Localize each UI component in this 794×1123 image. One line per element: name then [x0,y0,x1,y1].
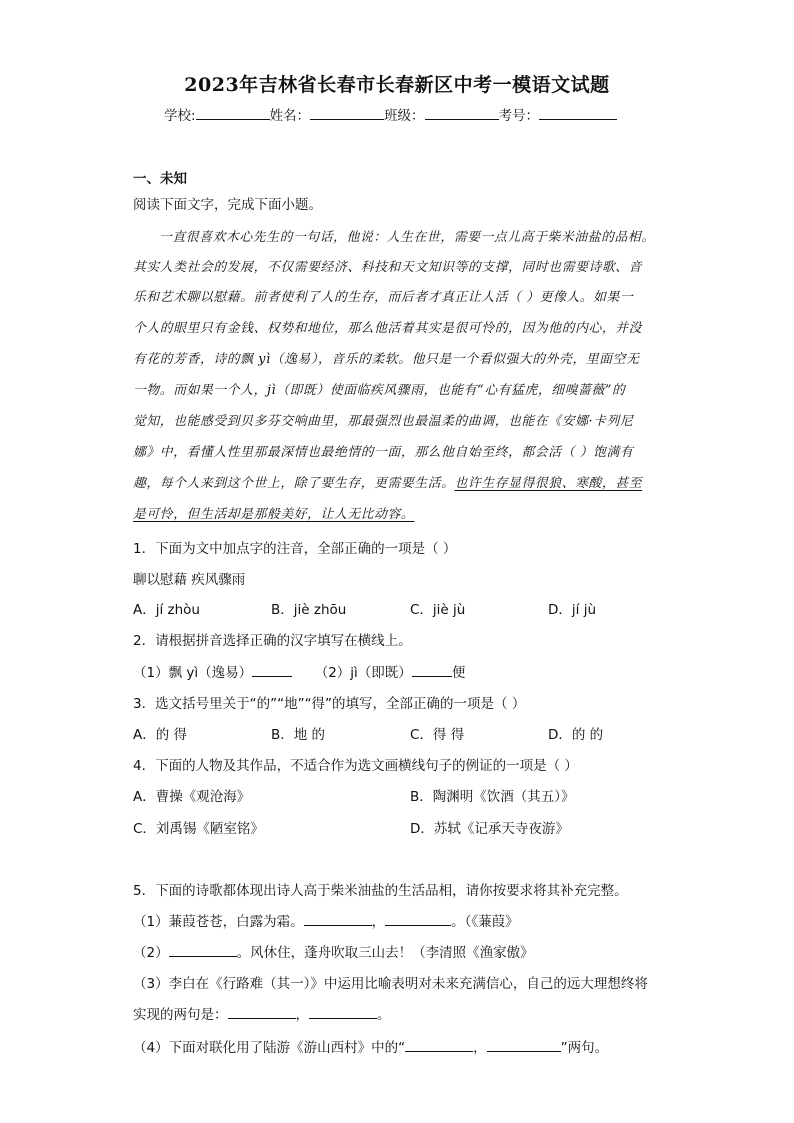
q3-option-b[interactable]: B．地 的 [271,727,326,743]
q5-blank[interactable] [169,942,237,957]
q2-item-2: （2）jì（即既） [314,665,412,681]
passage-line: 乐和艺术聊以慰藉。前者使利了人的生存，而后者才真正让人活（ ）更像人。如果一 [133,290,634,305]
q5-item-4-text: （4）下面对联化用了陆游《游山西村》中的“ [133,1040,406,1056]
question-4-stem: 4．下面的人物及其作品，不适合作为选文画横线句子的例证的一项是（ ） [133,758,578,774]
question-1-stem: 1．下面为文中加点字的注音，全部正确的一项是（ ） [133,541,457,557]
q5-item-3-line-1: （3）李白在《行路难（其一）》中运用比喻表明对未来充满信心，自己的远大理想终将 [133,976,648,992]
school-blank[interactable] [196,105,270,120]
q2-item-1: （1）飘 yì（逸易） [133,665,253,681]
passage-line: 觉知，也能感受到贝多芬交响曲里，那最强烈也最温柔的曲调，也能在《安娜·卡列尼 [133,414,634,429]
q4-option-b[interactable]: B．陶渊明《饮酒（其五）》 [410,789,575,805]
q1-option-b[interactable]: B．jiè zhōu [271,602,347,618]
q4-option-c[interactable]: C．刘禹锡《陋室铭》 [133,821,264,837]
passage-line: 其实人类社会的发展，不仅需要经济、科技和天文知识等的支撑，同时也需要诗歌、音 [133,260,643,275]
passage-line [133,472,661,491]
q4-option-d[interactable]: D．苏轼《记承天寺夜游》 [410,821,569,837]
number-label: 考号： [498,108,540,124]
q5-item-1 [133,910,519,930]
q5-item-2-text: 。风休住，蓬舟吹取三山去！（李清照《渔家傲》 [236,945,534,961]
name-blank[interactable] [310,105,384,120]
passage-line: 一物。而如果一个人，jì（即既）使面临疾风骤雨，也能有“心有猛虎，细嗅蔷薇”的 [133,383,626,398]
reading-instruction: 阅读下面文字，完成下面小题。 [133,197,322,213]
student-info-line [164,104,617,124]
question-3-stem: 3．选文括号里关于“的”“地”“得”的填写，全部正确的一项是（ ） [133,696,526,712]
page-title: 2023年吉林省长春市长春新区中考一模语文试题 [184,74,610,96]
q5-item-4-tail: ”两句。 [560,1040,609,1056]
question-2-stem: 2．请根据拼音选择正确的汉字填写在横线上。 [133,633,412,649]
q2-item-2-tail: 便 [451,665,466,681]
q5-blank[interactable] [309,1004,377,1019]
q3-option-d[interactable]: D．的 的 [548,727,604,743]
question-5-stem: 5．下面的诗歌都体现出诗人高于柴米油盐的生活品相，请你按要求将其补充完整。 [133,883,628,899]
q5-item-4 [133,1036,608,1056]
q5-end-mark: 。 [377,1007,391,1023]
q5-blank[interactable] [385,911,451,926]
q5-item-2 [133,941,534,961]
class-label: 班级： [384,108,425,124]
q3-option-c[interactable]: C．得 得 [410,727,465,743]
q5-blank[interactable] [405,1037,473,1052]
underlined-sentence: 是可怜，但生活却是那般美好，让人无比动容。 [133,507,415,522]
q1-option-c[interactable]: C．jiè jù [410,602,466,618]
q5-blank[interactable] [228,1004,296,1019]
passage-line: 娜》中，看懂人性里那最深情也最绝情的一面，那么他自始至终，都会活（ ）饱满有 [133,445,634,460]
q5-item-1-text: （1）蒹葭苍苍，白露为霜。 [133,914,304,930]
q5-item-3-text: 实现的两句是： [133,1007,228,1023]
q5-separator: ， [473,1040,487,1056]
q2-blank-1[interactable] [252,662,292,677]
q2-blank-2[interactable] [412,662,452,677]
number-blank[interactable] [539,105,617,120]
q1-option-d[interactable]: D．jí jù [548,602,596,618]
school-label: 学校: [164,108,196,124]
section-heading: 一、未知 [133,171,187,187]
question-2-items [133,661,465,681]
passage-line: 一直很喜欢木心先生的一句话，他说：人生在世，需要一点儿高于柴米油盐的品相。 [159,230,655,245]
q4-option-a[interactable]: A．曹操《观沧海》 [133,789,251,805]
class-blank[interactable] [425,105,499,120]
q5-separator: ， [295,1007,309,1023]
q5-item-3-line-2 [133,1003,391,1023]
q5-item-1-source: 。（《蒹葭》 [451,914,519,930]
question-1-words: 聊以慰藉 疾风骤雨 [133,572,246,588]
passage-line [133,503,661,522]
q5-item-2-label: （2） [133,945,169,961]
underlined-sentence: 也许生存显得很狼、寒酸，甚至 [454,476,643,491]
passage-text: 趣，每个人来到这个世上，除了要生存，更需要生活。 [133,476,455,491]
q5-blank[interactable] [487,1037,561,1052]
passage-line: 个人的眼里只有金钱、权势和地位，那么他活着其实是很可怜的，因为他的内心，并没 [133,321,643,336]
q1-option-a[interactable]: A．jí zhòu [133,602,200,618]
q3-option-a[interactable]: A．的 得 [133,727,188,743]
passage-line: 有花的芳香，诗的飘 yì（逸易），音乐的柔软。他只是一个看似强大的外壳，里面空无 [133,352,640,367]
name-label: 姓名： [269,108,311,124]
q5-blank[interactable] [304,911,372,926]
q5-separator: ， [371,914,386,930]
